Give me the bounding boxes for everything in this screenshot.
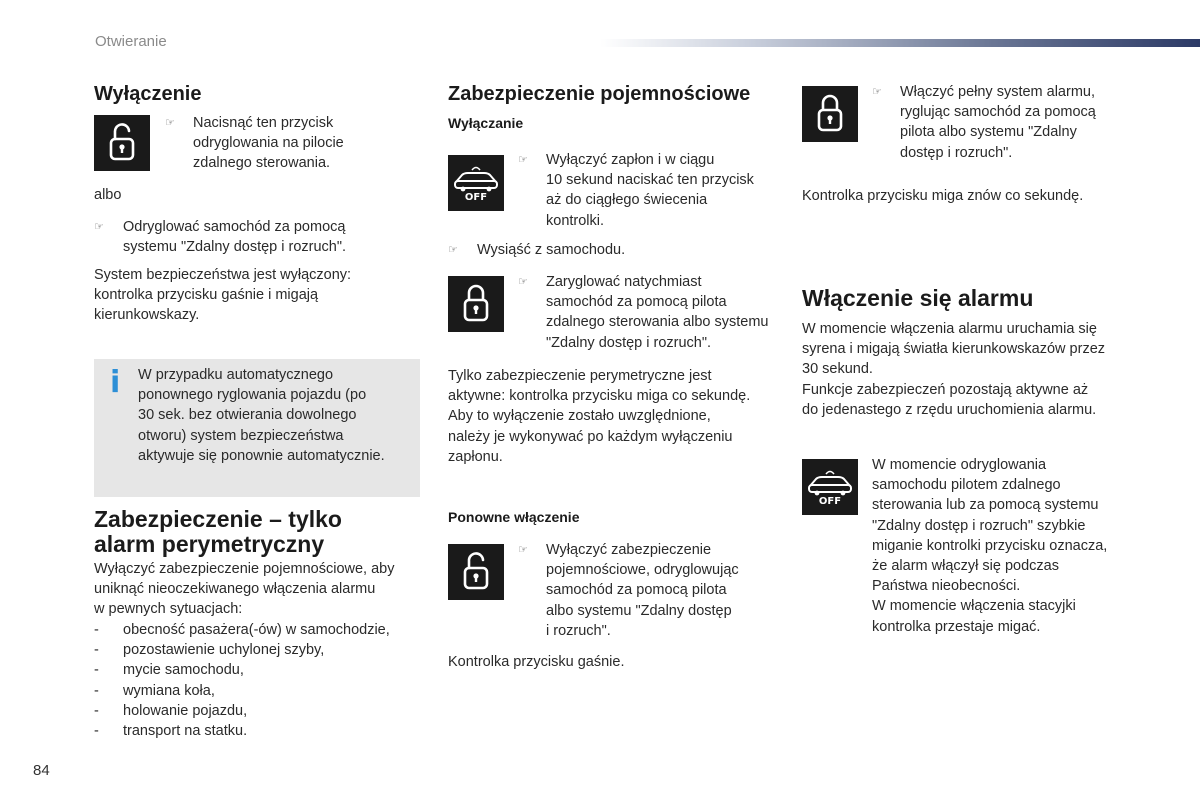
col2-note: Tylko zabezpieczenie perymetryczne jest aktywne: kontrolka przycisku miga co sekundę. Aby to wyłączenie zostało uwzględnione, należy je wykonywać po każdym wyłączeniu zapłonu. (448, 368, 751, 465)
arrow-icon: ☞ (872, 86, 882, 98)
arrow-icon: ☞ (94, 221, 104, 233)
info-box (94, 359, 420, 497)
info-text: W przypadku automatycznego ponownego ryglowania pojazdu (po 30 sek. bez otwierania dowolnego otworu) system bezpieczeństwa aktywuje się ponownie automatycznie. (138, 367, 385, 464)
heading-wylaczenie: Wyłączenie (94, 83, 202, 105)
sub-ponowne: Ponowne włączenie (448, 509, 580, 525)
arrow-icon: ☞ (518, 544, 528, 556)
header-gradient-bar (600, 39, 1200, 47)
arrow-icon: ☞ (518, 154, 528, 166)
heading-capacitive: Zabezpieczenie pojemnościowe (448, 83, 751, 105)
page-number: 84 (33, 762, 50, 779)
col1-intro: Wyłączyć zabezpieczenie pojemnościowe, aby uniknąć nieoczekiwanego włączenia alarmu w pewnych sytuacjach: (94, 561, 395, 618)
col3-blink: Kontrolka przycisku miga znów co sekundę. (802, 188, 1084, 204)
col3-para: W momencie włączenia alarmu uruchamia się syrena i migają światła kierunkowskazów przez 30 sekund. Funkcje zabezpieczeń pozostają aktywne aż do jedenastego z rzędu uruchomienia alarmu. (802, 321, 1106, 418)
col1-status: System bezpieczeństwa jest wyłączony: kontrolka przycisku gaśnie i migają kierunkowskazy. (94, 267, 352, 324)
unlock-padlock-icon (448, 544, 504, 600)
lock-padlock-icon (448, 276, 504, 332)
albo-text: albo (94, 187, 122, 203)
off-label: OFF (818, 496, 842, 507)
info-icon: i (110, 365, 121, 400)
lock-padlock-icon (802, 86, 858, 142)
arrow-icon: ☞ (165, 117, 175, 129)
sub-wylaczanie: Wyłączanie (448, 115, 524, 131)
off-label: OFF (464, 192, 488, 203)
car-off-icon (802, 459, 858, 515)
col2-after: Kontrolka przycisku gaśnie. (448, 654, 625, 670)
col3-unlock: W momencie odryglowania samochodu pilotem zdalnego sterowania lub za pomocą systemu "Zdalny dostęp i rozruch" szybkie miganie kontrolki przycisku oznacza, że alarm włączył się podczas Państwa nieobecności. W momencie włączenia stacyjki kontrolka przestaje migać. (872, 457, 1108, 635)
unlock-padlock-icon (94, 115, 150, 171)
arrow-icon: ☞ (518, 276, 528, 288)
arrow-icon: ☞ (448, 244, 458, 256)
section-label: Otwieranie (95, 33, 167, 50)
heading-perimeter: Zabezpieczenie – tylko alarm perymetryczny (94, 506, 342, 557)
car-off-icon (448, 155, 504, 211)
heading-alarm: Włączenie się alarmu (802, 285, 1034, 311)
